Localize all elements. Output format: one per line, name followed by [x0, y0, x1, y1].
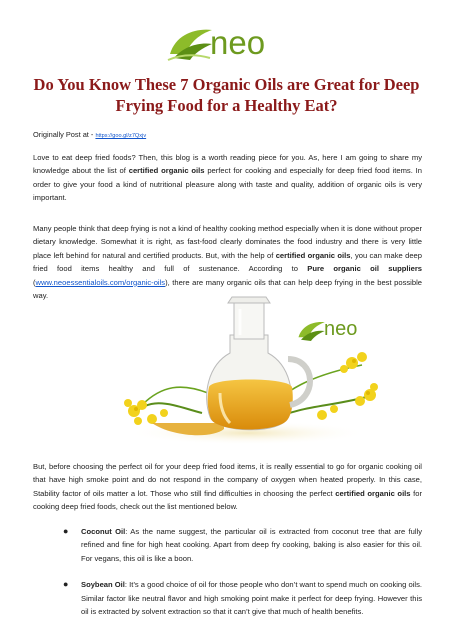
leaf-swoosh-icon	[166, 24, 214, 64]
page-title: Do You Know These 7 Organic Oils are Great for Deep Frying Food for a Healthy Eat?	[33, 75, 420, 115]
oil-description: : As the name suggest, the particular oil is extracted from coconut tree that are fully refined and fine for high heat cooking. Apart from deep fry cooking, baking is also easier for this oil. For vegans, this oil is like a boon.	[81, 527, 423, 563]
intro-paragraph	[33, 151, 422, 205]
bold-text: certified organic oils	[275, 250, 351, 260]
text-run: for cooking deep fried foods, check out the list mentioned below.	[33, 488, 422, 512]
text-run: ), there are many organic oils that can help deep frying in the best possible way.	[33, 277, 422, 301]
text-run: Love to eat deep fried foods? Then, this blog is a worth reading piece for you. As, here I am going to share my knowledge about the list of	[33, 153, 422, 176]
text-run: (	[33, 277, 36, 287]
oil-list	[33, 525, 422, 631]
text-run: perfect for cooking and especially for deep fried food items. In order to give your food a kind of nutritional pleasure along with taste and quality, addition of organic oils is very important.	[33, 166, 422, 203]
hero-logo-wordmark: neo	[324, 318, 358, 340]
oil-name: Soybean Oil	[81, 580, 125, 590]
posted-link[interactable]: https://goo.gl/z7Qxjv	[95, 133, 147, 139]
originally-posted-line	[33, 128, 422, 143]
list-item	[33, 578, 422, 618]
posted-label: Originally Post at -	[33, 130, 96, 139]
text-run: Many people think that deep frying is not a kind of healthy cooking method especially when it is done without proper dietary knowledge. Somewhat it is right, as fast-food clearly dominates the food industry and there is very little place left behind for natural and certified products. But, with the help of	[33, 224, 422, 260]
bullet-icon: ●	[63, 526, 69, 536]
text-run: , you can make deep fried food items healthy and full of sustenance. According to	[33, 250, 422, 274]
second-paragraph	[33, 222, 422, 302]
logo-wordmark: neo	[210, 24, 266, 61]
bold-text: Pure organic oil suppliers	[307, 264, 422, 274]
bold-text: certified organic oils	[335, 488, 411, 498]
text-run: But, before choosing the perfect oil for your deep fried food items, it is really essential to go for organic cooking oil that have high smoke point and do not respond in the company of oxygen when heated properly. In this case, Stability factor of oils matter a lot. Those who still find difficulties in choosing the perfect	[33, 462, 422, 498]
oil-name: Coconut Oil	[81, 527, 126, 536]
bold-text: certified organic oils	[128, 166, 205, 176]
neo-logo	[166, 22, 286, 68]
oil-description: : It’s a good choice of oil for those people who don’t want to spend much on cooking oils. Similar factor like neutral flavor and high smoking point make it perfect for deep frying. However this oil is extracted by solvent extraction so that it can’t give that much of health benefits.	[81, 580, 422, 617]
bullet-icon: ●	[63, 579, 69, 590]
third-paragraph	[33, 460, 422, 514]
leaf-swoosh-icon	[296, 318, 326, 344]
list-item	[33, 525, 422, 565]
supplier-link[interactable]: www.neoessentialoils.com/organic-oils	[35, 277, 166, 287]
hero-neo-logo	[296, 318, 374, 346]
